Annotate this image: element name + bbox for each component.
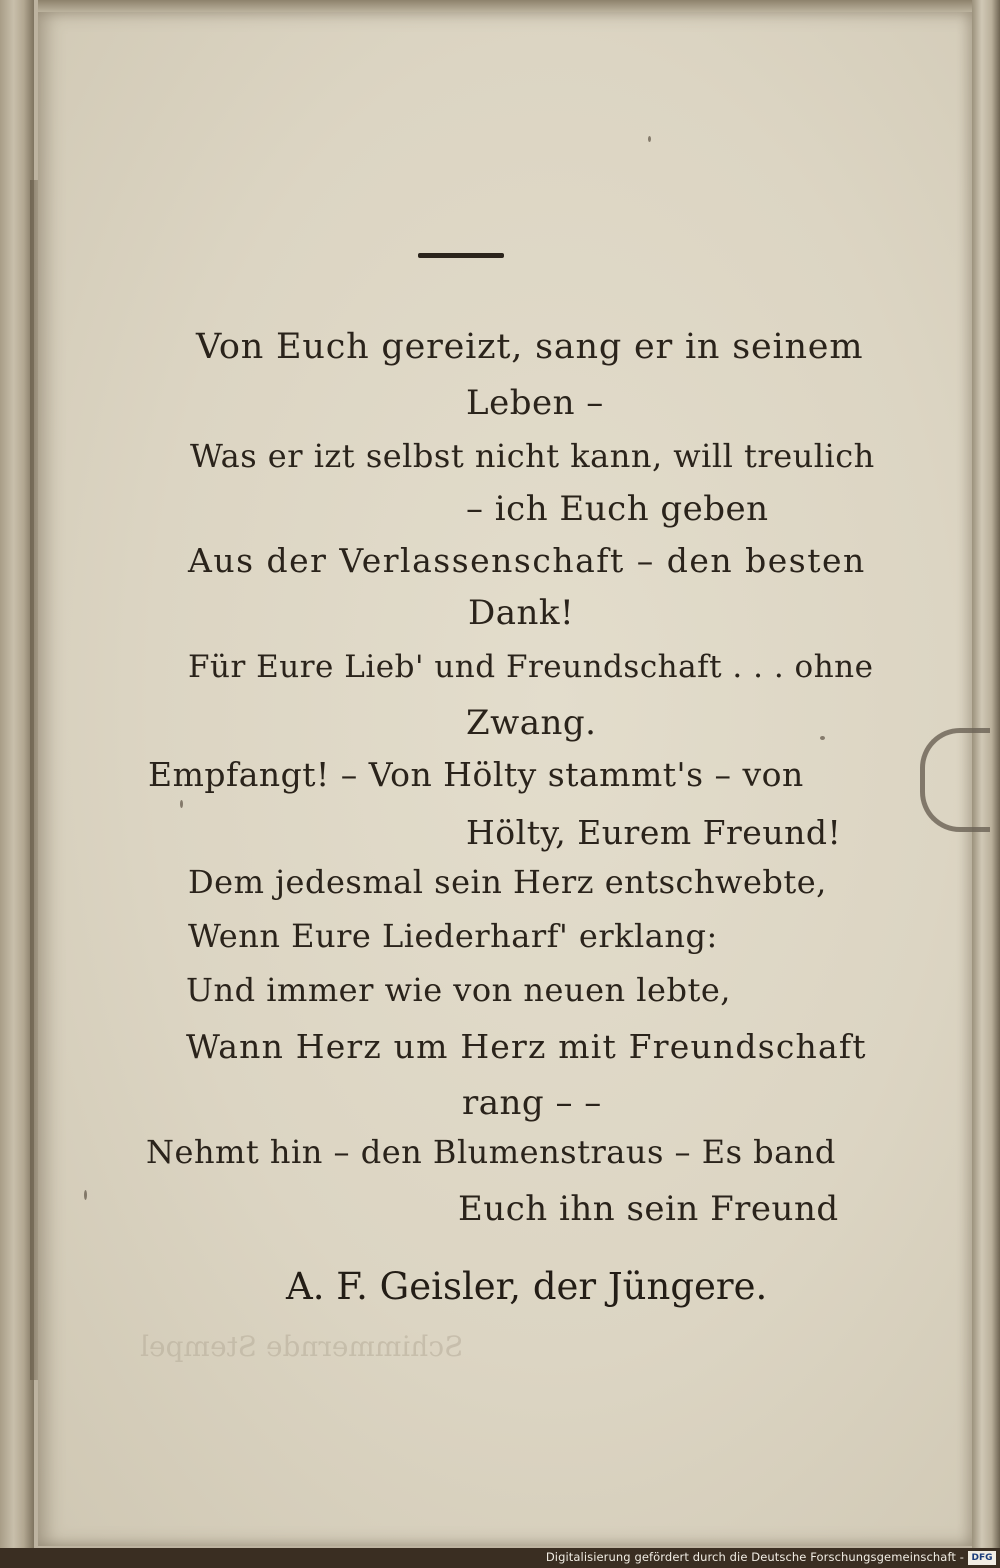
paper-speck bbox=[180, 800, 183, 808]
page-clip bbox=[920, 728, 990, 832]
poem-line: Wenn Eure Liederharf' erklang: bbox=[188, 917, 718, 955]
paper-speck bbox=[648, 136, 651, 142]
poem-line: Was er izt selbst nicht kann, will treulich bbox=[190, 437, 875, 475]
poem-line: Euch ihn sein Freund bbox=[458, 1189, 839, 1229]
poem-line: Dem jedesmal sein Herz entschwebte, bbox=[188, 863, 827, 901]
ornamental-rule bbox=[418, 253, 504, 258]
poem-line: – ich Euch geben bbox=[466, 489, 769, 529]
author-signature: A. F. Geisler, der Jüngere. bbox=[286, 1265, 768, 1308]
library-stamp-bleedthrough: Schimmernde Stempel bbox=[140, 1330, 464, 1363]
poem-line: Hölty, Eurem Freund! bbox=[466, 813, 842, 852]
poem-line: Dank! bbox=[468, 593, 575, 633]
binding-shadow bbox=[30, 180, 38, 1380]
poem-line: Nehmt hin – den Blumenstraus – Es band bbox=[146, 1133, 836, 1171]
dfg-logo: DFG bbox=[968, 1551, 996, 1565]
poem-line: Empfangt! – Von Hölty stammt's – von bbox=[148, 755, 804, 794]
paper-speck bbox=[820, 736, 825, 740]
paper-speck bbox=[84, 1190, 87, 1200]
poem-line: rang – – bbox=[462, 1083, 602, 1123]
poem-line: Leben – bbox=[466, 383, 604, 423]
poem-line: Zwang. bbox=[466, 703, 597, 743]
book-binding-edge bbox=[0, 0, 34, 1568]
digitization-credit: Digitalisierung gefördert durch die Deutsche Forschungsgemeinschaft - bbox=[545, 1550, 964, 1564]
poem-line: Von Euch gereizt, sang er in seinem bbox=[196, 327, 864, 367]
poem-line: Und immer wie von neuen lebte, bbox=[186, 971, 731, 1009]
poem-line: Aus der Verlassenschaft – den besten bbox=[188, 541, 866, 580]
poem-line: Für Eure Lieb' und Freundschaft . . . ohne bbox=[188, 649, 874, 685]
poem-line: Wann Herz um Herz mit Freundschaft bbox=[186, 1027, 867, 1066]
